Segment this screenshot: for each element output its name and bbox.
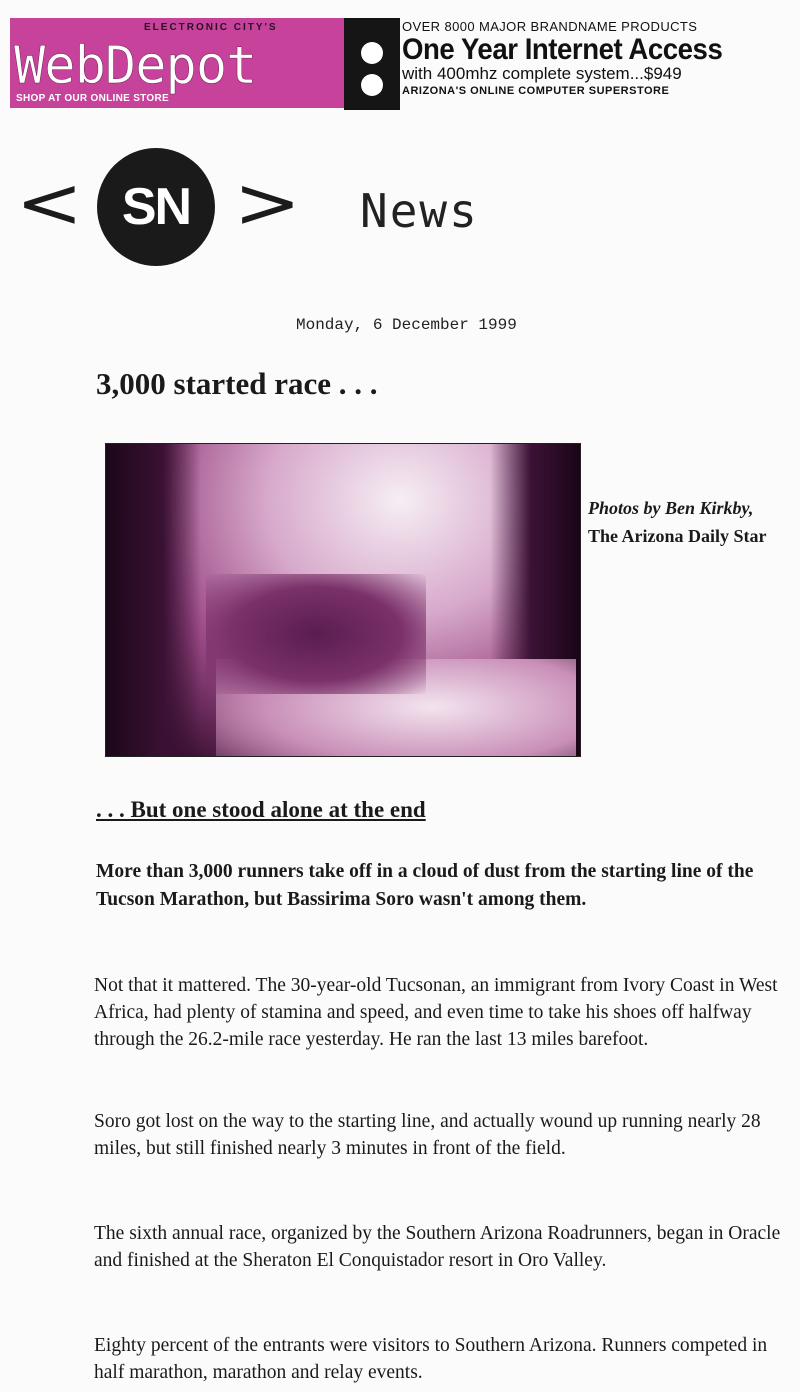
photo-runners-crowd bbox=[206, 574, 426, 694]
photo-trees-left bbox=[106, 444, 201, 756]
webdepot-brand-box bbox=[10, 18, 344, 108]
brand-small-text: ELECTRONIC CITY'S bbox=[144, 22, 278, 33]
colon-dot-top bbox=[361, 42, 383, 64]
article-paragraph: Not that it mattered. The 30-year-old Tucsonan, an immigrant from Ivory Coast in West Africa, had plenty of stamina and speed, and even time to take his shoes off halfway through the 26.2-mile race yesterday. He ran the last 13 miles barefoot. bbox=[94, 975, 778, 1050]
promo-subline: with 400mhz complete system...$949 bbox=[402, 64, 682, 83]
article-headline: 3,000 started race . . . bbox=[96, 366, 378, 401]
colon-icon bbox=[344, 18, 400, 110]
photo-credit: Photos by Ben Kirkby, bbox=[588, 498, 754, 518]
article-date: Monday, 6 December 1999 bbox=[296, 316, 517, 334]
race-start-photo bbox=[105, 443, 581, 757]
sn-news-logo[interactable] bbox=[15, 148, 540, 273]
brand-tagline: SHOP AT OUR ONLINE STORE bbox=[16, 93, 169, 104]
article-paragraph: Soro got lost on the way to the starting line, and actually wound up running nearly 28 miles, but still finished nearly 3 minutes in front of the field. bbox=[94, 1111, 761, 1159]
chevron-left-icon: < bbox=[15, 162, 84, 244]
promo-top-line: OVER 8000 MAJOR BRANDNAME PRODUCTS bbox=[402, 19, 698, 34]
article-paragraph: Eighty percent of the entrants were visitors to Southern Arizona. Runners competed in half marathon, marathon and relay events. bbox=[94, 1335, 768, 1383]
article-lede: More than 3,000 runners take off in a cloud of dust from the starting line of the Tucson Marathon, but Bassirima Soro wasn't among them. bbox=[96, 861, 754, 910]
brand-name: WebDepot bbox=[14, 36, 257, 96]
colon-dot-bottom bbox=[361, 74, 383, 96]
promo-text bbox=[402, 18, 742, 98]
photo-caption bbox=[588, 494, 788, 550]
news-wordmark: News bbox=[360, 184, 479, 238]
sn-logo-mark: SN bbox=[97, 148, 215, 266]
promo-headline: One Year Internet Access bbox=[402, 33, 723, 66]
photo-source: The Arizona Daily Star bbox=[588, 526, 767, 546]
promo-footer-line: ARIZONA'S ONLINE COMPUTER SUPERSTORE bbox=[402, 85, 670, 97]
chevron-right-icon: > bbox=[233, 162, 302, 244]
article-subhead: . . . But one stood alone at the end bbox=[96, 797, 426, 822]
article-paragraph: The sixth annual race, organized by the Southern Arizona Roadrunners, began in Oracle and finished at the Sheraton El Conquistador resort in Oro Valley. bbox=[94, 1223, 781, 1271]
webdepot-ad-banner[interactable] bbox=[10, 18, 738, 110]
